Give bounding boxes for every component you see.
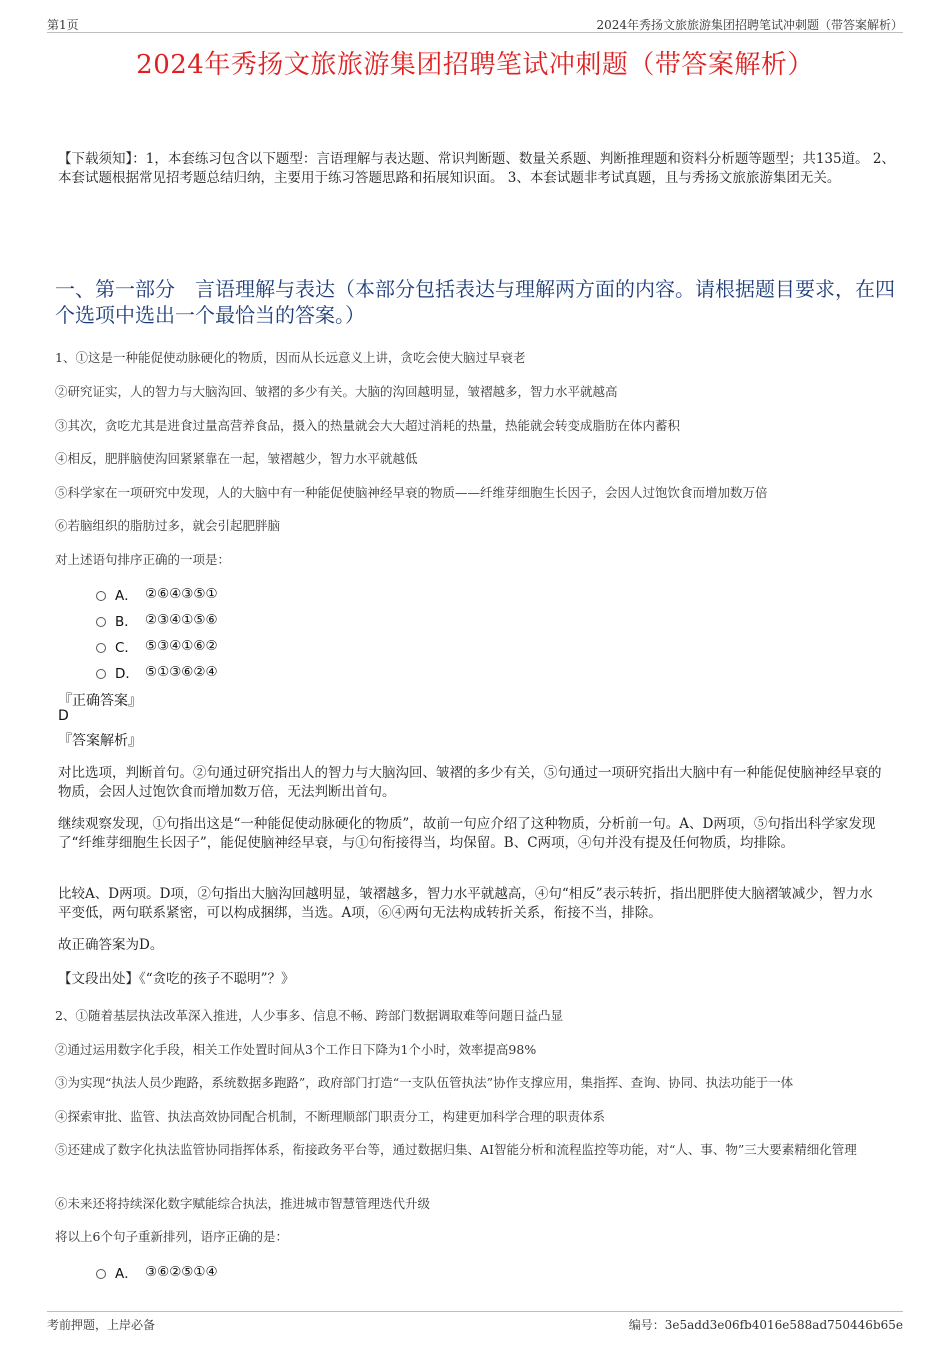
q1-line-1: 1、①这是一种能促使动脉硬化的物质，因而从长远意义上讲，贪吃会使大脑过早衰老 bbox=[55, 350, 526, 365]
q2-prompt: 将以上6个句子重新排列，语序正确的是： bbox=[55, 1229, 288, 1244]
footer-slogan: 考前押题，上岸必备 bbox=[47, 1318, 156, 1332]
q2-line-6: ⑥未来还将持续深化数字赋能综合执法，推进城市智慧管理迭代升级 bbox=[55, 1196, 431, 1211]
analysis-paragraph-2: 继续观察发现，①句指出这是“一种能促使动脉硬化的物质”，故前一句应介绍了这种物质，分析前一句。A、D两项，⑤句指出科学家发现了“纤维芽细胞生长因子”，能促使脑神经早衰，与①句衔接得当，均保留。B、C两项，④句并没有提及任何物质，均排除。 bbox=[58, 816, 876, 851]
analysis-conclusion: 故正确答案为D。 bbox=[58, 937, 164, 953]
answer-label: 『正确答案』 bbox=[58, 693, 142, 709]
q1-line-6: ⑥若脑组织的脂肪过多，就会引起肥胖脑 bbox=[55, 518, 281, 533]
analysis-paragraph-1: 对比选项，判断首句。②句通过研究指出人的智力与大脑沟回、皱褶的多少有关，⑤句通过一项研究指出大脑中有一种能促使脑神经早衰的物质，会因人过饱饮食而增加数万倍，无法判断出首句。 bbox=[58, 765, 882, 800]
q1-option-c[interactable]: C． ⑤③④①⑥② bbox=[96, 636, 218, 656]
page-number: 第1页 bbox=[47, 18, 79, 32]
page-title: 2024年秀扬文旅旅游集团招聘笔试冲刺题（带答案解析） bbox=[136, 50, 814, 80]
q2-line-2: ②通过运用数字化手段，相关工作处置时间从3个工作日下降为1个小时，效率提高98% bbox=[55, 1042, 537, 1057]
analysis-paragraph-3: 比较A、D两项。D项，②句指出大脑沟回越明显，皱褶越多，智力水平就越高，④句“相反”表示转折，指出肥胖使大脑褶皱减少，智力水平变低，两句联系紧密，可以构成捆绑，当选。A项，⑥④两句无法构成转折关系，衔接不当，排除。 bbox=[58, 886, 873, 921]
analysis-label: 『答案解析』 bbox=[58, 733, 142, 749]
q1-line-5: ⑤科学家在一项研究中发现，人的大脑中有一种能促使脑神经早衰的物质——纤维芽细胞生长因子，会因人过饱饮食而增加数万倍 bbox=[55, 485, 768, 500]
radio-icon[interactable] bbox=[96, 591, 106, 601]
q2-line-3: ③为实现“执法人员少跑路，系统数据多跑路”，政府部门打造“一支队伍管执法”协作支撑应用，集指挥、查询、协同、执法功能于一体 bbox=[55, 1075, 794, 1090]
download-notice: 【下载须知】：1，本套练习包含以下题型：言语理解与表达题、常识判断题、数量关系题、判断推理题和资料分析题等题型；共135道。 2、本套试题根据常见招考题总结归纳，主要用于练习答题思路和拓展知识面。 3、本套试题非考试真题，且与秀扬文旅旅游集团无关。 bbox=[58, 151, 895, 186]
radio-icon[interactable] bbox=[96, 669, 106, 679]
q1-line-3: ③其次，贪吃尤其是进食过量高营养食品，摄入的热量就会大大超过消耗的热量，热能就会转变成脂肪在体内蓄积 bbox=[55, 418, 681, 433]
q1-option-a[interactable]: A． ②⑥④③⑤① bbox=[96, 584, 218, 604]
header-doc-title: 2024年秀扬文旅旅游集团招聘笔试冲刺题（带答案解析） bbox=[596, 18, 903, 32]
q2-option-a[interactable]: A． ③⑥②⑤①④ bbox=[96, 1262, 218, 1282]
page-footer bbox=[47, 1311, 903, 1332]
q2-line-1: 2、①随着基层执法改革深入推进，人少事多、信息不畅、跨部门数据调取难等问题日益凸显 bbox=[55, 1008, 563, 1023]
page-header bbox=[47, 14, 903, 33]
q1-option-b[interactable]: B． ②③④①⑤⑥ bbox=[96, 610, 218, 630]
q2-line-4: ④探索审批、监管、执法高效协同配合机制，不断理顺部门职责分工，构建更加科学合理的职责体系 bbox=[55, 1109, 606, 1124]
q1-line-4: ④相反，肥胖脑使沟回紧紧靠在一起，皱褶越少，智力水平就越低 bbox=[55, 451, 418, 466]
passage-source: 【文段出处】《“贪吃的孩子不聪明”？》 bbox=[58, 971, 295, 987]
q1-prompt: 对上述语句排序正确的一项是： bbox=[55, 552, 231, 567]
q1-option-d[interactable]: D． ⑤①③⑥②④ bbox=[96, 662, 218, 682]
q1-line-2: ②研究证实，人的智力与大脑沟回、皱褶的多少有关。大脑的沟回越明显，皱褶越多，智力水平就越高 bbox=[55, 384, 618, 399]
radio-icon[interactable] bbox=[96, 1269, 106, 1279]
q2-line-5: ⑤还建成了数字化执法监管协同指挥体系，衔接政务平台等，通过数据归集、AI智能分析和流程监控等功能，对“人、事、物”三大要素精细化管理 bbox=[55, 1142, 857, 1157]
radio-icon[interactable] bbox=[96, 643, 106, 653]
answer-value: D bbox=[58, 708, 69, 724]
footer-doc-id: 编号：3e5add3e06fb4016e588ad750446b65e bbox=[628, 1318, 903, 1332]
radio-icon[interactable] bbox=[96, 617, 106, 627]
section-title: 一、第一部分 言语理解与表达（本部分包括表达与理解两方面的内容。请根据题目要求，在四个选项中选出一个最恰当的答案。） bbox=[55, 277, 895, 327]
